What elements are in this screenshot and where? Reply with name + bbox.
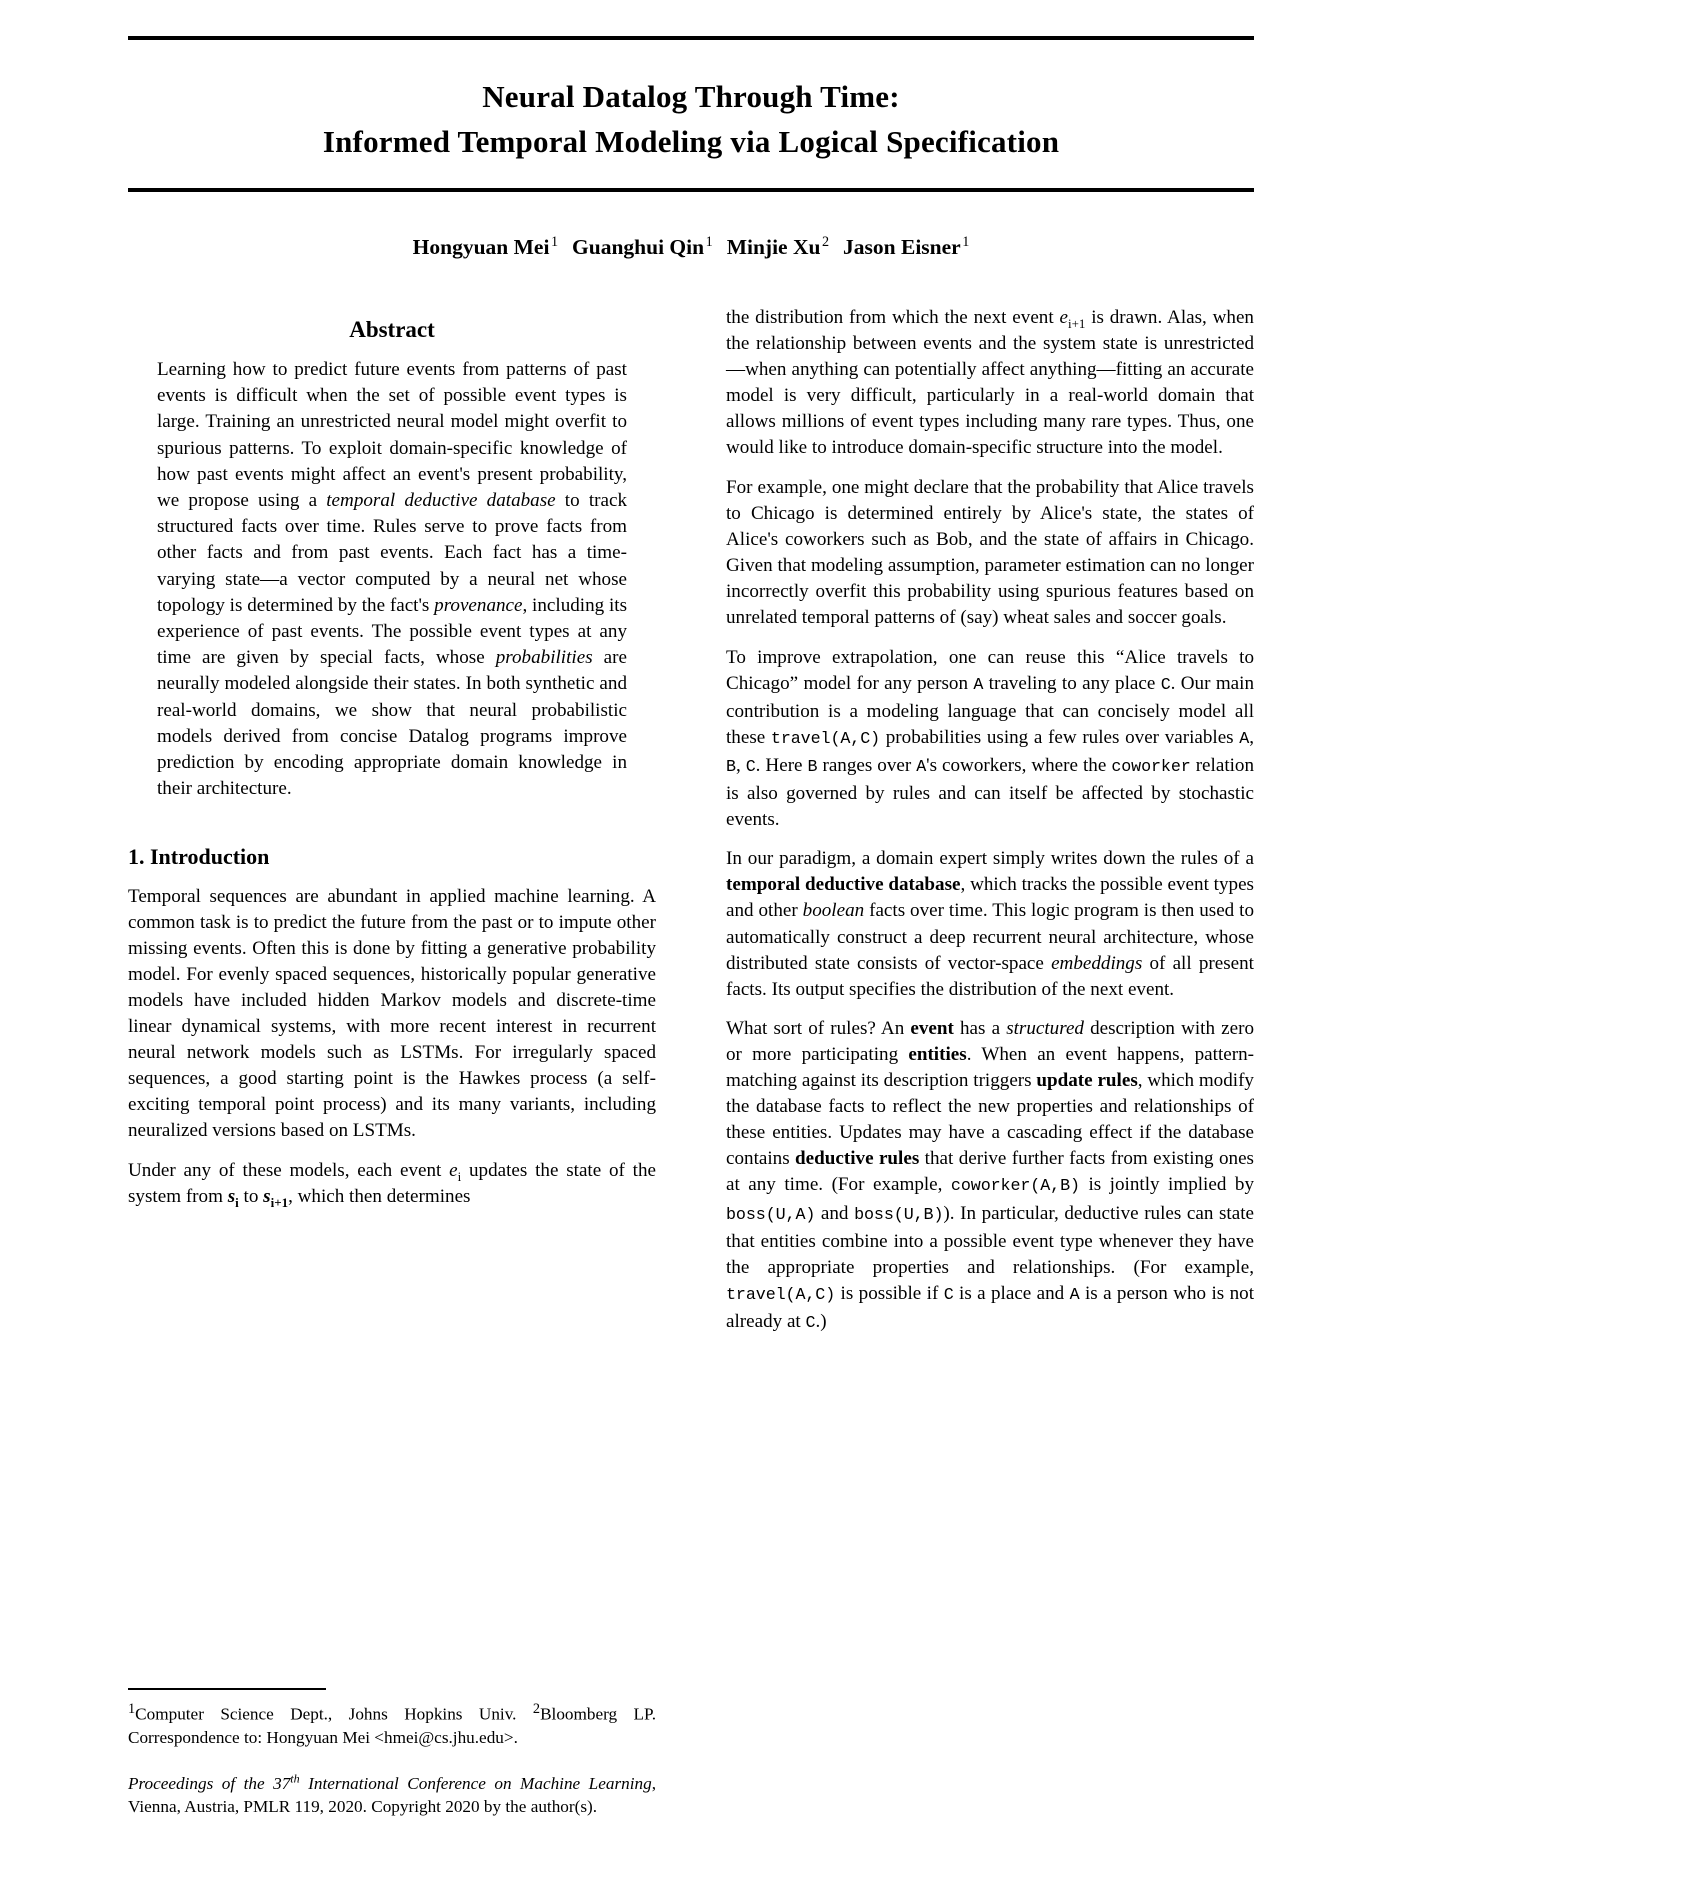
paragraph-intro-1: Temporal sequences are abundant in applied machine learning. A common task is to predict the future from the past or to impute other missing events. Often this is done by fitting a generative probability model. For evenly spaced sequences, historically popular generative models have included hidden Markov models and discrete-time linear dynamical systems, with more recent interest in recurrent neural network models such as LSTMs. For irregularly spaced sequences, a good starting point is the Hawkes process (a self-exciting temporal point process) and its many variants, including neuralized versions based on LSTMs.: [128, 885, 656, 1141]
paragraph-intro-2: Under any of these models, each event $e_i$ updates the state of the system from $s_i$ to $s_{i+1}$, which then determines: [128, 1159, 656, 1210]
affiliation-footnote: $^1$Computer Science Dept., Johns Hopkins Univ. $^2$Bloomberg LP. Correspondence to: Hongyuan Mei <hmei@cs.jhu.edu>.: [128, 1701, 656, 1748]
footnote-rule: [128, 1688, 326, 1690]
paragraph-intro-5: To improve extrapolation, one can reuse this “Alice travels to Chicago” model for any person A traveling to any place C. Our main contribution is a modeling language that can concisely model all these travel(A,C) probabilities using a few rules over variables A, B, C. Here B ranges over A's coworkers, where the coworker relation is also governed by rules and can itself be affected by stochastic events.: [726, 646, 1255, 830]
abstract-block: [157, 317, 627, 803]
author-1: [413, 235, 558, 259]
title-rule-bottom: [128, 188, 1254, 192]
author-list: [128, 235, 1254, 260]
paragraph-intro-4: For example, one might declare that the probability that Alice travels to Chicago is determined entirely by Alice's state, the states of Alice's coworkers such as Bob, and the state of affairs in Chicago. Given that modeling assumption, parameter estimation can no longer incorrectly overfit this probability using spurious features based on unrelated temporal patterns of (say) wheat sales and soccer goals.: [726, 476, 1254, 629]
author-name: Minjie Xu: [726, 235, 821, 259]
title-line-1: Neural Datalog Through Time:: [482, 79, 900, 114]
author-affiliation-marker: 1: [962, 233, 970, 250]
page-title: [128, 74, 1254, 164]
abstract-heading: Abstract: [349, 317, 435, 342]
author-name: Jason Eisner: [843, 235, 961, 259]
author-name: Hongyuan Mei: [412, 235, 550, 259]
paragraph-intro-6: In our paradigm, a domain expert simply writes down the rules of a temporal deductive database, which tracks the possible event types and other boolean facts over time. This logic program is then used to automatically construct a deep recurrent neural architecture, whose distributed state consists of vector-space embeddings of all present facts. Its output specifies the distribution of the next event.: [726, 848, 1254, 1000]
publication-note: Proceedings of the 37th International Conference on Machine Learning, Vienna, Austria, PMLR 119, 2020. Copyright 2020 by the author(s).: [128, 1770, 656, 1817]
footnote-area: [128, 1688, 656, 1819]
author-2: [572, 235, 713, 259]
author-4: [843, 235, 969, 259]
section-heading-introduction: 1. Introduction: [128, 843, 270, 869]
author-affiliation-marker: 1: [550, 233, 559, 250]
two-column-body: [128, 305, 1254, 1865]
author-name: Guanghui Qin: [572, 235, 705, 259]
abstract-text: Learning how to predict future events from patterns of past events is difficult when the set of possible event types is large. Training an unrestricted neural model might overfit to spurious patterns. To exploit domain-specific knowledge of how past events might affect an event's present probability, we propose using a temporal deductive database to track structured facts over time. Rules serve to prove facts from other facts and from past events. Each fact has a time-varying state—a vector computed by a neural net whose topology is determined by the fact's provenance, including its experience of past events. The possible event types at any time are given by special facts, whose probabilities are neurally modeled alongside their states. In both synthetic and real-world domains, we show that neural probabilistic models derived from concise Datalog programs improve prediction by encoding appropriate domain knowledge in their architecture.: [157, 359, 628, 800]
author-affiliation-marker: 2: [821, 233, 830, 250]
paragraph-intro-7: What sort of rules? An event has a structured description with zero or more participating entities. When an event happens, pattern-matching against its description triggers update rules, which modify the database facts to reflect the new properties and relationships of these entities. Updates may have a cascading effect if the database contains deductive rules that derive further facts from existing ones at any time. (For example, coworker(A,B) is jointly implied by boss(U,A) and boss(U,B)). In particular, deductive rules can state that entities combine into a possible event type whenever they have the appropriate properties and relationships. (For example, travel(A,C) is possible if C is a place and A is a person who is not already at C.): [726, 1018, 1254, 1333]
author-affiliation-marker: 1: [705, 233, 713, 250]
right-column: [726, 305, 1254, 1350]
left-column: [128, 305, 656, 1817]
author-3: [727, 235, 829, 259]
title-rule-top: [128, 36, 1254, 40]
paragraph-intro-3: the distribution from which the next event $e_{i+1}$ is drawn. Alas, when the relationship between events and the system state is unrestricted—when anything can potentially affect anything—fitting an accurate model is very difficult, particularly in a real-world domain that allows millions of event types including many rare types. Thus, one would like to introduce domain-specific structure into the model.: [726, 307, 1254, 459]
title-line-2: Informed Temporal Modeling via Logical Specification: [322, 124, 1060, 159]
